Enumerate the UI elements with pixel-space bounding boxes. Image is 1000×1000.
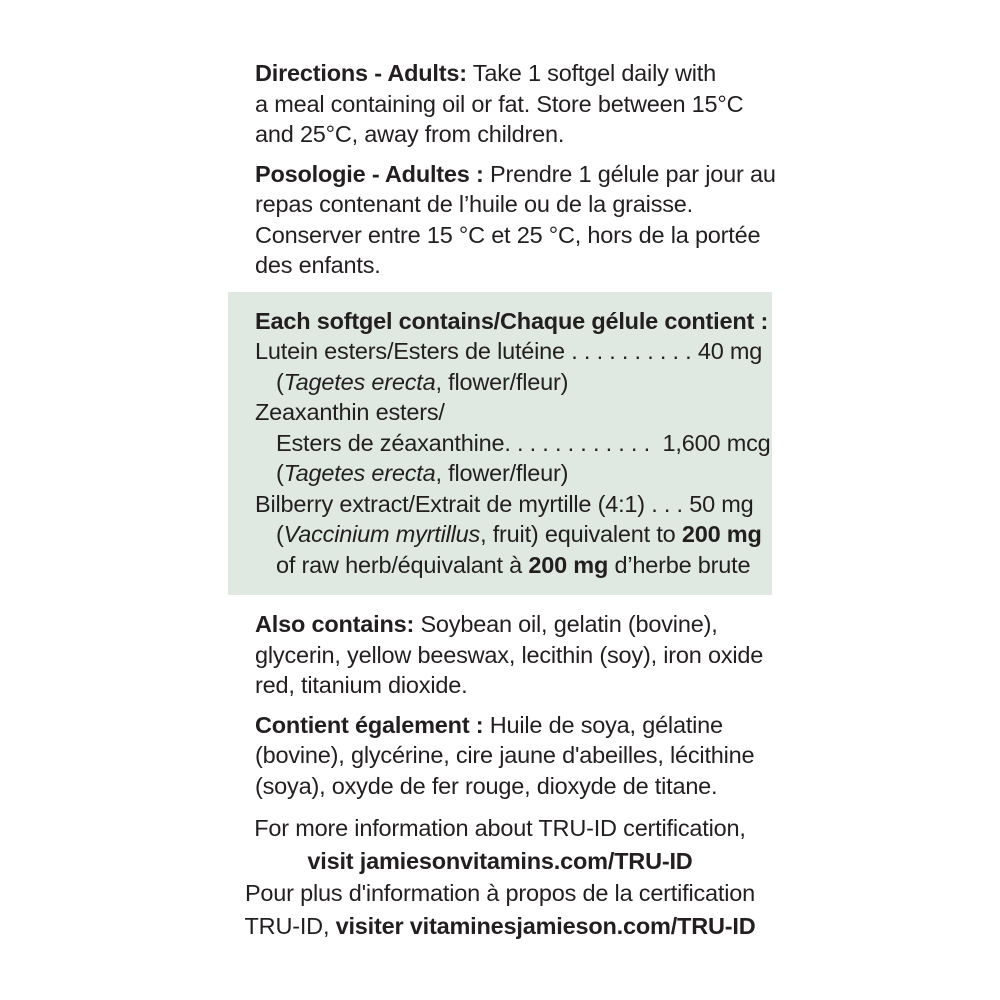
ingredient-source-zeaxanthin: (Tagetes erecta, flower/fleur) — [276, 460, 569, 486]
directions-en-line: Directions - Adults: Take 1 softgel daily with — [255, 60, 716, 86]
also-contains-fr-paragraph — [255, 710, 775, 802]
also-contains-en-line: red, titanium dioxide. — [255, 672, 468, 698]
ingredients-panel — [228, 292, 772, 596]
species-name: Vaccinium myrtillus — [283, 521, 481, 547]
ingredient-row-zeaxanthin-fr: Esters de zéaxanthine. . . . . . . . . . . . 1,600 mcg — [276, 429, 771, 456]
equivalent-amount: 200 mg — [681, 521, 762, 547]
ingredient-row-zeaxanthin: Zeaxanthin esters/ — [255, 399, 445, 425]
also-contains-en-line: Also contains: Soybean oil, gelatin (bovine), — [255, 611, 718, 637]
directions-en-paragraph — [255, 58, 775, 150]
directions-en-line: a meal containing oil or fat. Store between 15°C — [255, 90, 744, 117]
also-contains-en-label: Also contains: — [255, 611, 415, 637]
directions-fr-line: Posologie - Adultes : Prendre 1 gélule par jour au — [255, 160, 776, 187]
directions-fr-line: Conserver entre 15 °C et 25 °C, hors de la portée — [255, 221, 761, 248]
ingredient-equivalence-bilberry-fr: of raw herb/équivalant à 200 mg d’herbe brute — [276, 551, 751, 578]
directions-fr-line: repas contenant de l’huile ou de la graisse. — [255, 191, 693, 217]
also-contains-fr-line: Contient également : Huile de soya, gélatine — [255, 711, 723, 738]
species-name: Tagetes erecta — [283, 368, 436, 395]
directions-en-line: and 25°C, away from children. — [255, 121, 565, 147]
directions-fr-label: Posologie - Adultes : — [255, 160, 484, 187]
ingredient-row-lutein: Lutein esters/Esters de lutéine . . . . . . . . . . 40 mg — [255, 338, 763, 364]
equivalent-amount: 200 mg — [528, 551, 609, 578]
tru-id-certification-info — [230, 812, 770, 942]
directions-fr-line: des enfants. — [255, 252, 381, 278]
label-text-column — [255, 58, 775, 810]
ingredient-source-lutein: (Tagetes erecta, flower/fleur) — [276, 368, 569, 395]
directions-fr-paragraph — [255, 159, 775, 281]
directions-en-label: Directions - Adults: — [255, 60, 467, 86]
tru-id-en-line: For more information about TRU-ID certification, — [254, 815, 746, 841]
tru-id-en-url: visit jamiesonvitamins.com/TRU-ID — [307, 847, 693, 874]
ingredients-panel-heading: Each softgel contains/Chaque gélule contient : — [255, 307, 769, 334]
ingredient-equivalence-bilberry: (Vaccinium myrtillus, fruit) equivalent to 200 mg — [276, 521, 762, 547]
also-contains-en-line: glycerin, yellow beeswax, lecithin (soy), iron oxide — [255, 641, 764, 668]
also-contains-fr-line: (soya), oxyde de fer rouge, dioxyde de titane. — [255, 772, 718, 799]
also-contains-fr-label: Contient également : — [255, 711, 484, 738]
tru-id-fr-line: Pour plus d'information à propos de la certification — [244, 880, 756, 906]
tru-id-fr-url: visiter vitaminesjamieson.com/TRU-ID — [335, 912, 756, 939]
also-contains-fr-line: (bovine), glycérine, cire jaune d'abeilles, lécithine — [255, 742, 755, 768]
species-name: Tagetes erecta — [283, 460, 436, 486]
also-contains-en-paragraph — [255, 609, 775, 701]
ingredient-row-bilberry: Bilberry extract/Extrait de myrtille (4:1) . . . 50 mg — [255, 490, 754, 517]
tru-id-fr-url-line: TRU-ID, visiter vitaminesjamieson.com/TRU-ID — [244, 912, 756, 939]
